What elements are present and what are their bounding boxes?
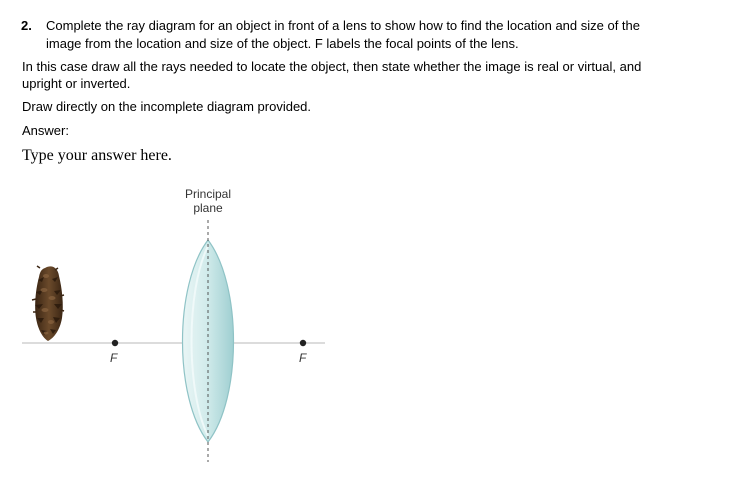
focal-point-left-dot [112,340,118,346]
draw-note: Draw directly on the incomplete diagram provided. [22,99,312,114]
focal-point-right-label: F [299,351,307,365]
principal-plane-label-line-2: plane [193,201,223,215]
instruction-line-2: upright or inverted. [22,76,131,91]
principal-plane-label-line-1: Principal [184,187,232,201]
instruction-line-1: In this case draw all the rays needed to locate the object, then state whether the image is real or virtual, and [22,59,642,74]
answer-label: Answer: [22,123,69,138]
question-text-line-1: Complete the ray diagram for an object in front of a lens to show how to find the location and size of the [46,18,641,33]
focal-point-right-dot [300,340,306,346]
pinecone-icon [32,266,64,341]
answer-input[interactable]: Type your answer here. [22,147,172,164]
question-number: 2. [21,18,32,33]
focal-point-left-label: F [110,351,118,365]
question-text-line-2: image from the location and size of the object. F labels the focal points of the lens. [46,36,519,51]
